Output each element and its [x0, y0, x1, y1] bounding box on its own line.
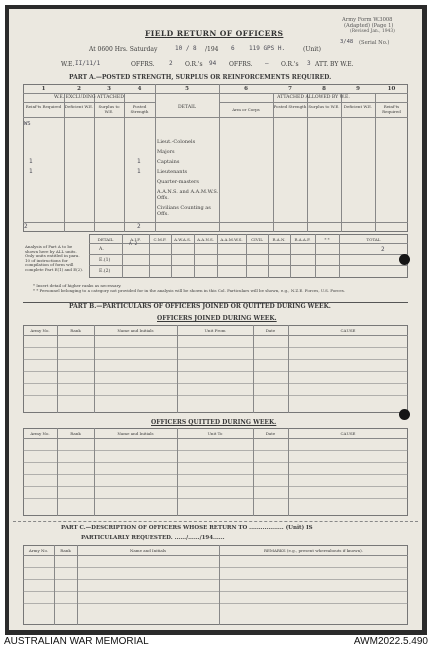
punch-hole-bottom — [399, 409, 410, 420]
rank-civilians: Civilians Counting as Offs. — [157, 205, 211, 217]
footnote-1: * Insert detail of higher ranks as necessary. — [33, 283, 122, 288]
quitted-unit-to-header: Unit To — [207, 431, 223, 436]
col-number-4: 4 — [137, 86, 142, 92]
part-c-rank-header: Rank — [60, 548, 71, 553]
part-b-title: PART B.—PARTICULARS OF OFFICERS JOINED OR QUITTED DURING WEEK. — [69, 303, 331, 310]
form-sheet — [9, 9, 422, 630]
offrs2-value: — — [265, 60, 269, 67]
col1-total: 2 — [24, 223, 28, 230]
analysis-aamws-header: A.A.M.W.S. — [220, 237, 243, 242]
analysis-row-e1: E.(1) — [99, 258, 111, 263]
analysis-total-a: 2 — [381, 246, 385, 253]
analysis-other-header: * * — [324, 237, 330, 242]
detail-header: DETAIL — [177, 105, 197, 110]
posted-strength-header: Posted Strength — [130, 104, 149, 114]
col-number-3: 3 — [107, 86, 111, 92]
ors2-label: O.R.'s — [281, 61, 299, 68]
col4-lieutenants: 1 — [137, 168, 141, 175]
analysis-aif-header: A.I.F. — [130, 237, 141, 242]
form-number: Army Form W.3008 — [342, 17, 393, 23]
quitted-cause-header: CAUSE — [340, 431, 356, 436]
ors-label: O.R.'s — [185, 61, 203, 68]
joined-unit-from-header: Unit From — [204, 328, 226, 333]
att-reinf-header: Reinf'ts Required — [382, 104, 401, 114]
part-c-name-header: Name and Initials — [129, 548, 167, 553]
unit-value: 119 GPS H. — [249, 45, 286, 52]
quitted-army-no-header: Army No. — [30, 431, 50, 436]
col-number-7: 7 — [288, 86, 292, 92]
att-posted-header: Posted Strength — [273, 104, 307, 109]
analysis-note: Analysis of Part A to be shown here by ALL units. Only units entitled in para. 10 of instructions for compilation of form will complete Part E(1) and E(2). — [25, 244, 84, 272]
rank-lieut-colonels: Lieut.-Colonels — [157, 139, 196, 145]
quitted-rank-header: Rank — [70, 431, 81, 436]
serial-label: (Serial No.) — [359, 40, 390, 46]
analysis-cmf-header: C.M.F. — [153, 237, 167, 242]
col-number-9: 9 — [356, 86, 360, 92]
joined-table — [23, 325, 408, 413]
year-value: 6 — [231, 45, 235, 52]
offrs2-label: OFFRS. — [229, 61, 253, 68]
surplus-header: Surplus to W.E. — [98, 104, 120, 114]
quitted-name-header: Name and Initials — [117, 431, 154, 436]
col-number-1: 1 — [41, 86, 46, 92]
form-revised: (Revised Jan., 1943) — [350, 29, 395, 34]
analysis-raaf-header: R.A.A.F. — [294, 237, 311, 242]
return-date: 10 / 8 — [175, 45, 197, 52]
col-number-10: 10 — [387, 86, 396, 92]
part-c-remarks-header: REMARKS (e.g., present whereabouts if known). — [264, 548, 363, 553]
part-a-title: PART A.—POSTED STRENGTH, SURPLUS OR REINFORCEMENTS REQUIRED. — [69, 74, 332, 81]
footer-credit: AUSTRALIAN WAR MEMORIAL — [4, 636, 149, 647]
analysis-aif-value: A 2 — [129, 242, 138, 247]
joined-army-no-header: Army No. — [30, 328, 50, 333]
quitted-table — [23, 428, 408, 516]
footer-accession: AWM2022.5.490 — [353, 636, 428, 647]
arm-corps-header: Arm or Corps — [232, 107, 260, 112]
rank-lieutenants: Lieutenants — [157, 169, 188, 175]
ors2-value: 3 — [307, 60, 311, 67]
analysis-detail-header: DETAIL — [97, 237, 114, 242]
col-number-6: 6 — [244, 86, 248, 92]
analysis-civil-header: CIVIL — [251, 237, 263, 242]
offrs-label: OFFRS. — [131, 61, 155, 68]
part-c-title-2: PARTICULARLY REQUESTED. ....../....../194...... — [81, 535, 225, 541]
col-number-5: 5 — [185, 86, 189, 92]
form-adapted: (Adapted) (Page 1) — [344, 23, 394, 29]
rank-majors: Majors — [157, 149, 175, 155]
att-surplus-header: Surplus to W.E. — [308, 104, 340, 109]
col-number-2: 2 — [77, 86, 81, 92]
rank-aans-aamws: A.A.N.S. and A.A.M.W.S. Offs. — [157, 189, 219, 201]
we-label: W.E. — [61, 61, 75, 68]
part-c-title: PART C.—DESCRIPTION OF OFFICERS WHOSE RETURN TO .................. (Unit) IS — [61, 525, 313, 531]
joined-title: OFFICERS JOINED DURING WEEK. — [157, 315, 277, 322]
part-c-army-no-header: Army No. — [28, 548, 49, 553]
ors-value: 94 — [209, 60, 217, 67]
time-label: At 0600 Hrs. Saturday — [89, 46, 158, 53]
unit-label: (Unit) — [303, 46, 321, 53]
rank-captains: Captains — [157, 159, 180, 165]
analysis-awas-header: A.W.A.S. — [174, 237, 191, 242]
analysis-aans-header: A.A.N.S. — [197, 237, 214, 242]
year-prefix: /194 — [205, 46, 219, 53]
attached-allowed-header: ATTACHED ALLOWED BY W.E. — [277, 95, 350, 100]
col1-captains: 1 — [29, 158, 33, 165]
joined-cause-header: CAUSE — [340, 328, 356, 333]
rank-quartermasters: Quarter-masters — [157, 179, 199, 185]
quitted-title: OFFICERS QUITTED DURING WEEK. — [151, 419, 277, 426]
offrs-value: 2 — [169, 60, 173, 67]
serial-value: 3/48 — [340, 39, 354, 45]
reinf-required-header: Reinf'ts Required — [25, 104, 62, 109]
analysis-row-e2: E.(2) — [99, 269, 111, 274]
att-label: ATT. BY W.E. — [315, 61, 354, 68]
we-value: II/11/1 — [75, 60, 101, 67]
analysis-total-header: TOTAL — [366, 237, 381, 242]
part-c-table — [23, 545, 408, 625]
deficient-header: Deficient W.E. — [64, 104, 94, 109]
col4-total: 2 — [137, 223, 141, 230]
col1-lieutenants: 1 — [29, 168, 33, 175]
quitted-date-header: Date — [265, 431, 276, 436]
ws-mark: WS — [24, 121, 31, 127]
joined-date-header: Date — [265, 328, 276, 333]
col-number-8: 8 — [322, 86, 326, 92]
joined-name-header: Name and Initials — [117, 328, 154, 333]
analysis-ran-header: R.A.N. — [272, 237, 286, 242]
we-excluding-header: W.E. EXCLUDING ATTACHED — [54, 95, 124, 100]
footnote-2: * * Personnel belonging to a category not provided for in the analysis will be shown in this Col. Particulars will be shown, e.g., N.Z.E. Forces, U.S. Forces. — [33, 288, 346, 293]
joined-rank-header: Rank — [70, 328, 81, 333]
att-deficient-header: Deficient W.E. — [343, 104, 373, 109]
punch-hole-top — [399, 254, 410, 265]
page-title: FIELD RETURN OF OFFICERS — [145, 29, 284, 38]
analysis-row-a: A. — [99, 247, 104, 252]
col4-captains: 1 — [137, 158, 141, 165]
